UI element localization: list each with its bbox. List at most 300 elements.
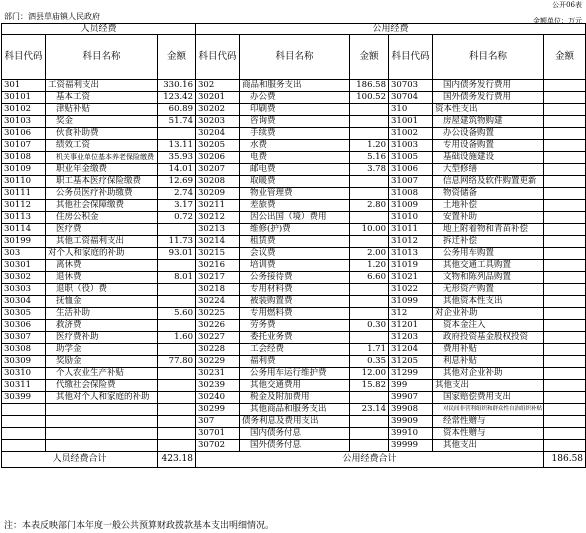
capital-amount-cell — [544, 248, 586, 260]
capital-code-cell: 31010 — [389, 212, 433, 224]
col-header-name: 科目名称 — [240, 35, 350, 80]
personnel-name-cell: 医疗费补助 — [46, 332, 158, 344]
capital-name-cell: 费用补贴 — [433, 344, 544, 356]
table-row — [2, 92, 586, 104]
capital-code-cell: 310 — [389, 104, 433, 116]
personnel-code-cell: 30101 — [2, 92, 46, 104]
table-row — [2, 212, 586, 224]
public-name-cell: 债务利息及费用支出 — [240, 416, 350, 428]
capital-name-cell: 安置补助 — [433, 212, 544, 224]
capital-code-cell: 399 — [389, 380, 433, 392]
public-name-cell: 电费 — [240, 152, 350, 164]
capital-code-cell: 39907 — [389, 392, 433, 404]
personnel-total-label: 人员经费合计 — [2, 452, 158, 468]
capital-name-cell: 办公设备购置 — [433, 128, 544, 140]
personnel-name-cell: 伙食补助费 — [46, 128, 158, 140]
public-amount-cell: 1.71 — [350, 344, 389, 356]
public-code-cell: 30216 — [196, 260, 240, 272]
table-row — [2, 80, 586, 92]
capital-code-cell: 31205 — [389, 356, 433, 368]
table-row — [2, 392, 586, 404]
public-code-cell: 30203 — [196, 116, 240, 128]
personnel-name-cell: 绩效工资 — [46, 140, 158, 152]
capital-code-cell: 31203 — [389, 332, 433, 344]
personnel-name-cell: 公务员医疗补助缴费 — [46, 188, 158, 200]
public-code-cell: 30225 — [196, 308, 240, 320]
personnel-amount-cell: 14.01 — [158, 164, 196, 176]
capital-name-cell: 利息补贴 — [433, 356, 544, 368]
col-header-code: 科目代码 — [196, 35, 240, 80]
public-name-cell: 劳务费 — [240, 320, 350, 332]
personnel-amount-cell: 13.11 — [158, 140, 196, 152]
capital-name-cell: 地上附着物和青苗补偿 — [433, 224, 544, 236]
capital-amount-cell — [544, 92, 586, 104]
capital-amount-cell — [544, 356, 586, 368]
personnel-amount-cell: 77.80 — [158, 356, 196, 368]
capital-name-cell: 对企业补助 — [433, 308, 544, 320]
table-row — [2, 260, 586, 272]
capital-amount-cell — [544, 416, 586, 428]
capital-amount-cell — [544, 236, 586, 248]
public-code-cell: 30205 — [196, 140, 240, 152]
public-amount-cell — [350, 308, 389, 320]
public-amount-cell: 6.60 — [350, 272, 389, 284]
capital-code-cell: 31012 — [389, 236, 433, 248]
public-amount-cell: 10.00 — [350, 224, 389, 236]
personnel-name-cell: 生活补助 — [46, 308, 158, 320]
personnel-code-cell — [2, 428, 46, 440]
public-name-cell: 工会经费 — [240, 344, 350, 356]
public-name-cell: 公务用车运行维护费 — [240, 368, 350, 380]
table-row — [2, 344, 586, 356]
public-name-cell: 公务接待费 — [240, 272, 350, 284]
capital-name-cell: 土地补偿 — [433, 200, 544, 212]
public-code-cell: 30226 — [196, 320, 240, 332]
personnel-code-cell: 30308 — [2, 344, 46, 356]
personnel-amount-cell — [158, 128, 196, 140]
personnel-amount-cell — [158, 344, 196, 356]
public-amount-cell — [350, 284, 389, 296]
table-row — [2, 272, 586, 284]
personnel-code-cell: 303 — [2, 248, 46, 260]
personnel-amount-cell — [158, 260, 196, 272]
capital-name-cell: 房屋建筑物购建 — [433, 116, 544, 128]
personnel-code-cell: 30305 — [2, 308, 46, 320]
capital-amount-cell — [544, 380, 586, 392]
public-amount-cell — [350, 296, 389, 308]
personnel-code-cell: 30110 — [2, 176, 46, 188]
capital-code-cell: 31021 — [389, 272, 433, 284]
personnel-name-cell: 医疗费 — [46, 224, 158, 236]
form-number: 公开06表 — [552, 1, 582, 9]
personnel-name-cell: 退职（役）费 — [46, 284, 158, 296]
capital-amount-cell — [544, 212, 586, 224]
personnel-code-cell: 30102 — [2, 104, 46, 116]
public-name-cell: 税金及附加费用 — [240, 392, 350, 404]
capital-name-cell: 无形资产购置 — [433, 284, 544, 296]
public-code-cell: 30231 — [196, 368, 240, 380]
public-amount-cell — [350, 332, 389, 344]
table-row — [2, 308, 586, 320]
personnel-name-cell: 奖励金 — [46, 356, 158, 368]
table-row — [2, 128, 586, 140]
public-name-cell: 咨询费 — [240, 116, 350, 128]
personnel-code-cell — [2, 440, 46, 452]
personnel-code-cell: 30302 — [2, 272, 46, 284]
personnel-amount-cell: 11.73 — [158, 236, 196, 248]
capital-amount-cell — [544, 404, 586, 416]
personnel-amount-cell: 51.74 — [158, 116, 196, 128]
capital-name-cell: 资本性支出 — [433, 104, 544, 116]
capital-amount-cell — [544, 80, 586, 92]
personnel-amount-cell — [158, 416, 196, 428]
public-code-cell: 30702 — [196, 440, 240, 452]
table-row — [2, 176, 586, 188]
personnel-name-cell — [46, 428, 158, 440]
capital-code-cell: 31299 — [389, 368, 433, 380]
public-code-cell: 30209 — [196, 188, 240, 200]
personnel-amount-cell: 330.16 — [158, 80, 196, 92]
personnel-amount-cell: 60.89 — [158, 104, 196, 116]
public-code-cell: 30218 — [196, 284, 240, 296]
capital-amount-cell — [544, 176, 586, 188]
capital-code-cell: 31001 — [389, 116, 433, 128]
public-name-cell: 邮电费 — [240, 164, 350, 176]
table-row — [2, 104, 586, 116]
personnel-name-cell: 救济费 — [46, 320, 158, 332]
personnel-name-cell: 职业年金缴费 — [46, 164, 158, 176]
public-amount-cell: 1.20 — [350, 140, 389, 152]
public-code-cell: 30239 — [196, 380, 240, 392]
public-amount-cell — [350, 440, 389, 452]
personnel-name-cell: 其他对个人和家庭的补助 — [46, 392, 158, 404]
capital-code-cell: 31007 — [389, 176, 433, 188]
public-amount-cell — [350, 176, 389, 188]
public-amount-cell: 186.58 — [350, 80, 389, 92]
capital-name-cell: 公务用车购置 — [433, 248, 544, 260]
personnel-name-cell: 其他社会保障缴费 — [46, 200, 158, 212]
personnel-code-cell: 30199 — [2, 236, 46, 248]
table-row — [2, 140, 586, 152]
public-code-cell: 30299 — [196, 404, 240, 416]
capital-code-cell: 31005 — [389, 152, 433, 164]
public-name-cell: 被装购置费 — [240, 296, 350, 308]
public-name-cell: 物业管理费 — [240, 188, 350, 200]
capital-amount-cell — [544, 104, 586, 116]
public-code-cell: 30240 — [196, 392, 240, 404]
personnel-code-cell: 30109 — [2, 164, 46, 176]
col-header-amount: 金额 — [158, 35, 196, 80]
personnel-name-cell: 基本工资 — [46, 92, 158, 104]
capital-amount-cell — [544, 308, 586, 320]
footnote: 注：本表反映部门本年度一般公共预算财政拨款基本支出明细情况。 — [4, 521, 275, 531]
personnel-amount-cell: 123.42 — [158, 92, 196, 104]
capital-name-cell: 文物和陈列品购置 — [433, 272, 544, 284]
table-row — [2, 188, 586, 200]
personnel-code-cell: 30103 — [2, 116, 46, 128]
table-row — [2, 356, 586, 368]
personnel-amount-cell: 2.74 — [158, 188, 196, 200]
capital-name-cell: 国家赔偿费用支出 — [433, 392, 544, 404]
public-amount-cell: 100.52 — [350, 92, 389, 104]
personnel-code-cell: 30306 — [2, 320, 46, 332]
personnel-name-cell: 其他工资福利支出 — [46, 236, 158, 248]
personnel-code-cell: 30301 — [2, 260, 46, 272]
public-amount-cell: 0.30 — [350, 320, 389, 332]
capital-amount-cell — [544, 332, 586, 344]
capital-amount-cell — [544, 260, 586, 272]
personnel-code-cell: 30304 — [2, 296, 46, 308]
personnel-amount-cell — [158, 428, 196, 440]
personnel-name-cell: 工资福利支出 — [46, 80, 158, 92]
public-amount-cell — [350, 212, 389, 224]
public-code-cell: 30202 — [196, 104, 240, 116]
public-name-cell: 因公出国（境）费用 — [240, 212, 350, 224]
table-row — [2, 428, 586, 440]
personnel-code-cell — [2, 404, 46, 416]
public-name-cell: 手续费 — [240, 128, 350, 140]
personnel-code-cell: 30106 — [2, 128, 46, 140]
personnel-code-cell: 30311 — [2, 380, 46, 392]
personnel-amount-cell: 0.72 — [158, 212, 196, 224]
personnel-name-cell: 津贴补贴 — [46, 104, 158, 116]
public-code-cell: 30228 — [196, 344, 240, 356]
public-amount-cell: 12.00 — [350, 368, 389, 380]
capital-amount-cell — [544, 296, 586, 308]
public-code-cell: 30217 — [196, 272, 240, 284]
capital-name-cell: 其他支出 — [433, 440, 544, 452]
capital-code-cell: 31022 — [389, 284, 433, 296]
personnel-amount-cell — [158, 368, 196, 380]
personnel-total-value: 423.18 — [158, 452, 196, 468]
capital-code-cell: 31204 — [389, 344, 433, 356]
capital-amount-cell — [544, 116, 586, 128]
personnel-amount-cell: 35.93 — [158, 152, 196, 164]
public-code-cell: 30208 — [196, 176, 240, 188]
public-amount-cell — [350, 392, 389, 404]
col-header-name: 科目名称 — [433, 35, 544, 80]
public-amount-cell — [350, 416, 389, 428]
table-row — [2, 224, 586, 236]
public-code-cell: 302 — [196, 80, 240, 92]
table-row — [2, 164, 586, 176]
personnel-amount-cell: 93.01 — [158, 248, 196, 260]
capital-amount-cell — [544, 344, 586, 356]
personnel-amount-cell: 8.01 — [158, 272, 196, 284]
table-row — [2, 152, 586, 164]
capital-name-cell: 政府投资基金股权投资 — [433, 332, 544, 344]
capital-amount-cell — [544, 188, 586, 200]
public-amount-cell — [350, 188, 389, 200]
personnel-code-cell: 30112 — [2, 200, 46, 212]
capital-name-cell: 其他交通工具购置 — [433, 260, 544, 272]
public-code-cell: 30211 — [196, 200, 240, 212]
public-name-cell: 国外债务付息 — [240, 440, 350, 452]
capital-name-cell: 经常性赠与 — [433, 416, 544, 428]
table-row — [2, 380, 586, 392]
public-code-cell: 30201 — [196, 92, 240, 104]
capital-code-cell: 39909 — [389, 416, 433, 428]
table-row — [2, 332, 586, 344]
capital-name-cell: 大型修缮 — [433, 164, 544, 176]
capital-name-cell: 信息网络及软件购置更新 — [433, 176, 544, 188]
personnel-amount-cell: 5.60 — [158, 308, 196, 320]
capital-code-cell: 39908 — [389, 404, 433, 416]
public-code-cell: 30215 — [196, 248, 240, 260]
capital-name-cell: 专用设备购置 — [433, 140, 544, 152]
personnel-code-cell: 30309 — [2, 356, 46, 368]
public-amount-cell — [350, 428, 389, 440]
unit-label: 金额单位：万元 — [533, 17, 582, 25]
personnel-code-cell — [2, 416, 46, 428]
capital-code-cell: 31019 — [389, 260, 433, 272]
capital-name-cell: 其他对企业补助 — [433, 368, 544, 380]
capital-amount-cell — [544, 368, 586, 380]
public-amount-cell: 1.20 — [350, 260, 389, 272]
public-code-cell: 30204 — [196, 128, 240, 140]
personnel-name-cell: 退休费 — [46, 272, 158, 284]
capital-code-cell: 31008 — [389, 188, 433, 200]
personnel-code-cell: 30108 — [2, 152, 46, 164]
personnel-amount-cell: 3.17 — [158, 200, 196, 212]
public-code-cell: 30206 — [196, 152, 240, 164]
public-amount-cell — [350, 128, 389, 140]
public-name-cell: 差旅费 — [240, 200, 350, 212]
personnel-amount-cell — [158, 404, 196, 416]
capital-name-cell: 资本金注入 — [433, 320, 544, 332]
capital-amount-cell — [544, 128, 586, 140]
public-name-cell: 租赁费 — [240, 236, 350, 248]
table-row — [2, 236, 586, 248]
table-row — [2, 440, 586, 452]
capital-code-cell: 31013 — [389, 248, 433, 260]
capital-code-cell: 31003 — [389, 140, 433, 152]
public-code-cell: 307 — [196, 416, 240, 428]
personnel-amount-cell: 12.69 — [158, 176, 196, 188]
capital-amount-cell — [544, 224, 586, 236]
capital-code-cell: 31006 — [389, 164, 433, 176]
personnel-code-cell: 30303 — [2, 284, 46, 296]
capital-code-cell: 30704 — [389, 92, 433, 104]
capital-amount-cell — [544, 392, 586, 404]
public-amount-cell: 2.00 — [350, 248, 389, 260]
capital-amount-cell — [544, 428, 586, 440]
expenditure-table — [1, 23, 586, 468]
table-row — [2, 404, 586, 416]
personnel-amount-cell — [158, 380, 196, 392]
personnel-code-cell: 30114 — [2, 224, 46, 236]
personnel-name-cell: 职工基本医疗保险缴费 — [46, 176, 158, 188]
col-header-name: 科目名称 — [46, 35, 158, 80]
capital-name-cell: 资本性赠与 — [433, 428, 544, 440]
public-amount-cell: 23.14 — [350, 404, 389, 416]
capital-code-cell: 31011 — [389, 224, 433, 236]
public-code-cell: 30701 — [196, 428, 240, 440]
capital-amount-cell — [544, 320, 586, 332]
personnel-code-cell: 30310 — [2, 368, 46, 380]
public-group-header: 公用经费 — [196, 24, 586, 35]
capital-amount-cell — [544, 152, 586, 164]
capital-name-cell: 国外债务发行费用 — [433, 92, 544, 104]
col-header-code: 科目代码 — [389, 35, 433, 80]
table-row — [2, 296, 586, 308]
public-amount-cell: 5.16 — [350, 152, 389, 164]
capital-code-cell: 39999 — [389, 440, 433, 452]
personnel-code-cell: 301 — [2, 80, 46, 92]
personnel-amount-cell — [158, 296, 196, 308]
capital-name-cell: 拆迁补偿 — [433, 236, 544, 248]
capital-amount-cell — [544, 140, 586, 152]
personnel-amount-cell — [158, 284, 196, 296]
personnel-code-cell: 30111 — [2, 188, 46, 200]
personnel-code-cell: 30107 — [2, 140, 46, 152]
table-row — [2, 116, 586, 128]
personnel-name-cell: 代缴社会保险费 — [46, 380, 158, 392]
public-code-cell: 30227 — [196, 332, 240, 344]
table-row — [2, 200, 586, 212]
public-name-cell: 专用燃料费 — [240, 308, 350, 320]
capital-code-cell: 39910 — [389, 428, 433, 440]
public-total-label: 公用经费合计 — [196, 452, 544, 468]
capital-amount-cell — [544, 164, 586, 176]
personnel-amount-cell — [158, 392, 196, 404]
capital-code-cell: 30703 — [389, 80, 433, 92]
personnel-name-cell: 助学金 — [46, 344, 158, 356]
public-code-cell: 30213 — [196, 224, 240, 236]
public-code-cell: 30212 — [196, 212, 240, 224]
capital-code-cell: 312 — [389, 308, 433, 320]
public-name-cell: 其他商品和服务支出 — [240, 404, 350, 416]
personnel-name-cell: 奖金 — [46, 116, 158, 128]
capital-amount-cell — [544, 200, 586, 212]
capital-name-cell: 国内债务发行费用 — [433, 80, 544, 92]
table-row — [2, 368, 586, 380]
personnel-code-cell: 30307 — [2, 332, 46, 344]
public-name-cell: 印刷费 — [240, 104, 350, 116]
capital-amount-cell — [544, 440, 586, 452]
capital-name-cell: 物资储备 — [433, 188, 544, 200]
table-row — [2, 416, 586, 428]
public-amount-cell — [350, 236, 389, 248]
public-amount-cell: 3.78 — [350, 164, 389, 176]
personnel-amount-cell: 1.60 — [158, 332, 196, 344]
public-name-cell: 水费 — [240, 140, 350, 152]
personnel-name-cell: 机关事业单位基本养老保险缴费 — [46, 152, 158, 164]
public-code-cell: 30229 — [196, 356, 240, 368]
public-amount-cell — [350, 116, 389, 128]
personnel-name-cell — [46, 416, 158, 428]
public-code-cell: 30207 — [196, 164, 240, 176]
public-amount-cell: 15.82 — [350, 380, 389, 392]
department-label: 部门：泗县草庙镇人民政府 — [4, 12, 100, 21]
personnel-name-cell — [46, 440, 158, 452]
table-row — [2, 284, 586, 296]
public-name-cell: 商品和服务支出 — [240, 80, 350, 92]
personnel-name-cell: 住房公积金 — [46, 212, 158, 224]
personnel-name-cell: 离休费 — [46, 260, 158, 272]
public-amount-cell: 0.35 — [350, 356, 389, 368]
public-name-cell: 维修(护)费 — [240, 224, 350, 236]
public-amount-cell: 2.80 — [350, 200, 389, 212]
capital-name-cell: 其他资本性支出 — [433, 296, 544, 308]
public-name-cell: 取暖费 — [240, 176, 350, 188]
personnel-code-cell: 30399 — [2, 392, 46, 404]
public-name-cell: 国内债务付息 — [240, 428, 350, 440]
personnel-amount-cell — [158, 224, 196, 236]
capital-code-cell: 31002 — [389, 128, 433, 140]
capital-amount-cell — [544, 284, 586, 296]
public-name-cell: 会议费 — [240, 248, 350, 260]
